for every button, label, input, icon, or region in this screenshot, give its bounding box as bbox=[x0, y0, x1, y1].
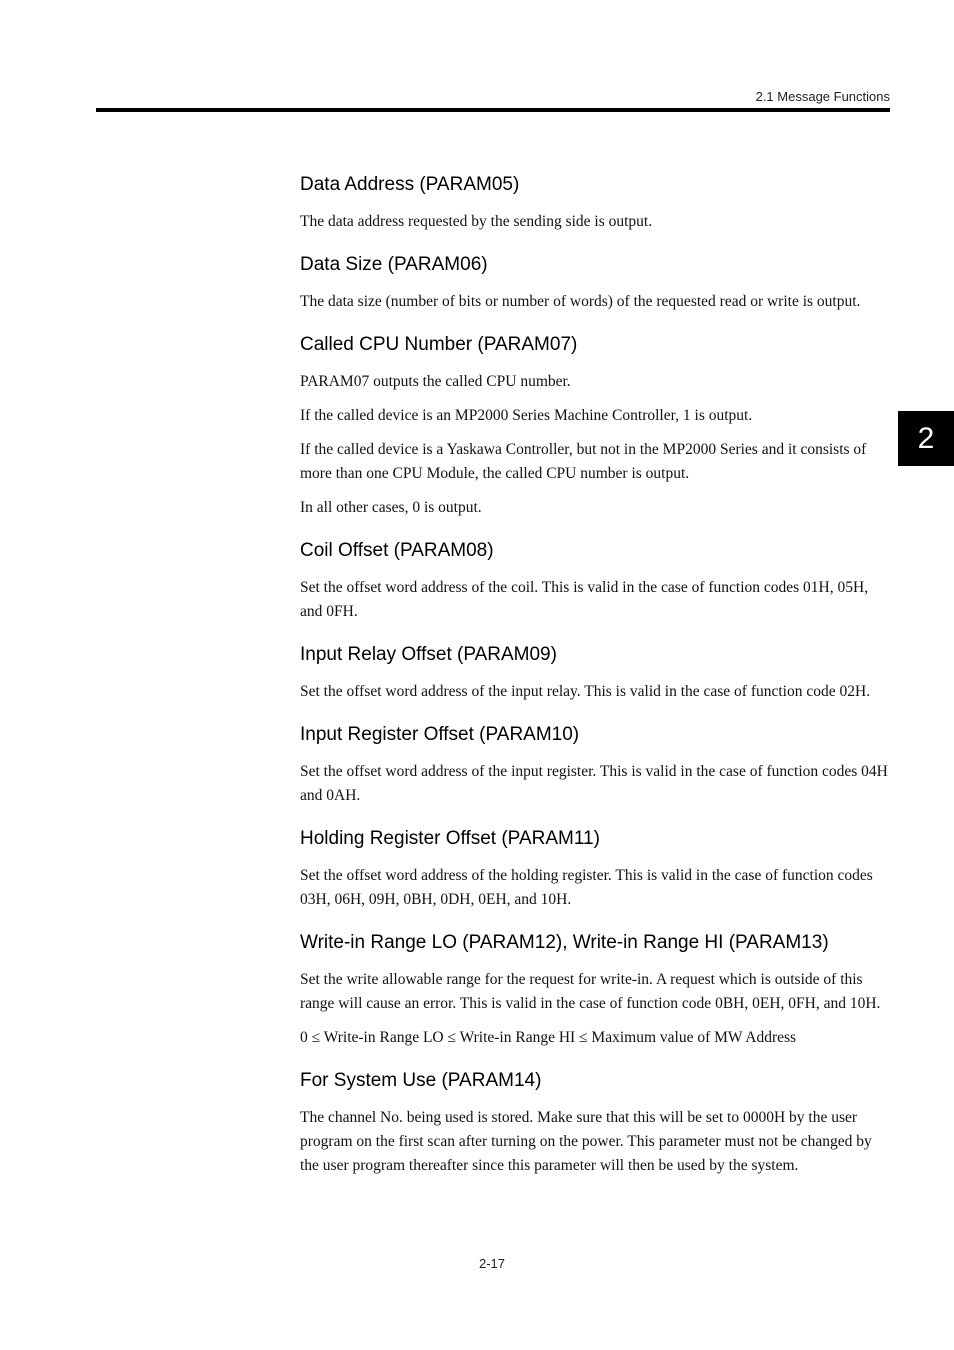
section bbox=[300, 722, 892, 808]
section bbox=[300, 252, 892, 314]
body-paragraph: Set the offset word address of the coil. This is valid in the case of function codes 01H, 05H, and 0FH. bbox=[300, 579, 869, 620]
body-paragraph: Set the write allowable range for the request for write-in. A request which is outside of this range will cause an error. This is valid in the case of function code 0BH, 0EH, 0FH, and 10H. bbox=[300, 971, 881, 1012]
section bbox=[300, 172, 892, 234]
section-heading: Input Register Offset (PARAM10) bbox=[300, 724, 580, 745]
body-paragraph: 0 ≤ Write-in Range LO ≤ Write-in Range HI ≤ Maximum value of MW Address bbox=[300, 1029, 797, 1046]
body-paragraph: The data size (number of bits or number of words) of the requested read or write is output. bbox=[300, 293, 861, 310]
section bbox=[300, 1068, 892, 1178]
chapter-tab: 2 bbox=[898, 411, 954, 466]
section bbox=[300, 538, 892, 624]
body-paragraph: In all other cases, 0 is output. bbox=[300, 499, 482, 516]
section bbox=[300, 332, 892, 520]
section-heading: Input Relay Offset (PARAM09) bbox=[300, 644, 557, 665]
header-rule bbox=[96, 108, 890, 112]
section-heading: Called CPU Number (PARAM07) bbox=[300, 334, 578, 355]
section-heading: For System Use (PARAM14) bbox=[300, 1070, 542, 1091]
body-paragraph: The channel No. being used is stored. Make sure that this will be set to 0000H by the user program on the first scan after turning on the power. This parameter must not be changed by the user program thereafter since this parameter will then be used by the system. bbox=[300, 1109, 872, 1174]
page-number: 2-17 bbox=[478, 1256, 506, 1271]
section bbox=[300, 826, 892, 912]
section-heading: Write-in Range LO (PARAM12), Write-in Range HI (PARAM13) bbox=[300, 932, 829, 953]
body-paragraph: The data address requested by the sending side is output. bbox=[300, 213, 653, 230]
page-content bbox=[300, 172, 892, 1196]
body-paragraph: Set the offset word address of the input register. This is valid in the case of function codes 04H and 0AH. bbox=[300, 763, 888, 804]
section bbox=[300, 930, 892, 1050]
section-heading: Data Address (PARAM05) bbox=[300, 174, 520, 195]
body-paragraph: PARAM07 outputs the called CPU number. bbox=[300, 373, 571, 390]
section bbox=[300, 642, 892, 704]
body-paragraph: If the called device is a Yaskawa Controller, but not in the MP2000 Series and it consists of more than one CPU Module, the called CPU number is output. bbox=[300, 441, 867, 482]
section-heading: Data Size (PARAM06) bbox=[300, 254, 488, 275]
section-heading: Holding Register Offset (PARAM11) bbox=[300, 828, 600, 849]
section-heading: Coil Offset (PARAM08) bbox=[300, 540, 494, 561]
body-paragraph: Set the offset word address of the holding register. This is valid in the case of function codes 03H, 06H, 09H, 0BH, 0DH, 0EH, and 10H. bbox=[300, 867, 873, 908]
body-paragraph: Set the offset word address of the input relay. This is valid in the case of function code 02H. bbox=[300, 683, 871, 700]
body-paragraph: If the called device is an MP2000 Series Machine Controller, 1 is output. bbox=[300, 407, 753, 424]
running-header: 2.1 Message Functions bbox=[755, 89, 890, 104]
